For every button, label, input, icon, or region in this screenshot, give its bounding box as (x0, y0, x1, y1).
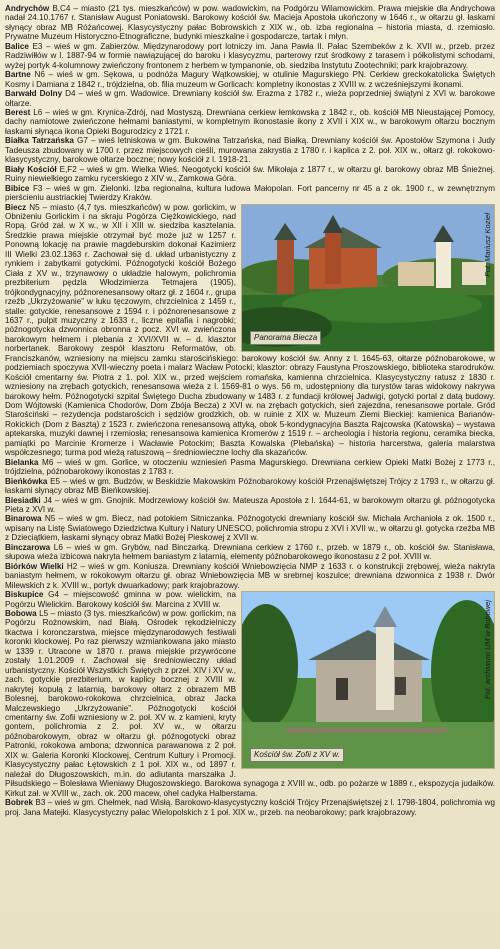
entry-text-biecz: N5 – miasto (4,7 tys. mieszkańców) w pow. gorlickim, w Obniżeniu Gorlickim i na skraju Pogórza Ciężkowickiego, nad Ropą. Gród zał. w X w., w XII i XIII w. siedziba kasztelania. Średzkie prawa miejskie otrzymał być może już w 1257 r. Ponowną lokację na prawie magdeburskim dokonał Kazimierz III Wielki 23.02.1363 r. Zachował się d. układ urbanistyczny z rynkiem i zabytkami gotyckimi. Późnogotycki kościół Bożego Ciała z XV w., trzynawowy o układzie halowym, polichromia prezbiterium pędzla Włodzimierza Tetmajera (1905), trójkondygnacyjny, późnorenesansowy ołtarz gł. z 1604 r., grupa rzeźb „Ukrzyżowanie” w łuku tęczowym, chrzcielnica z 1459 r., stalle: gotyckie, renesansowe z 1594 r. i późnorenesansowe z 1637 r., pulpit muzyczny z 1633 r., liczne epitafia i nagrobki; późnogotycka dzwonnica obronna z pocz. XVI w. zwieńczona barokowym hełmem i plebania z XVI/XVII w. – d. klasztor norbertanek. Barokowy zespół klasztoru Reformatów, ob. Franciszkanów, wzniesiony na miejscu zamku starościńskiego: barokowy kościół św. Anny z l. 1645-63, ołtarze późnobarokowe, w podziemiach spoczywa XVII-wieczny poeta i malarz Wacław Potocki; klasztor: obrazy Faustyna Proszowskiego, biblioteka starodruków. Kościół cmentarny św. Piotra z 1. poł. XIX w., przed wejściem romańska, kamienna chrzcielnica. Klasycystyczny ratusz z 1830 r. wzniesiony na zrębach gotyckich, renesansowa wieża z l. 1569-81 o wys. 56 m, udostępniony dla turystów taras widokowy nakrywa barokowy hełm. Późnogotycki szpital Świętego Ducha zbudowany w 1483 r. z fundacji królowej Jadwigi, gotycki portal z datą budowy. Dom Wójtowski (Kamienica Chodorów, Dom Zbója Becza) z XVI w. na zrębach gotyckich, sień zajezdna, renesansowe portale. Gród Starościński – rezydencja podstarościch i sędziów grodzkich, ob. w ruinie z XIX w. Muzeum Ziemi Bieckiej: kamienica Barianów-Rokickich (Dom z Basztą) z 1523 r. zwieńczona renesansową attyką, obok 5-kondygnacyjna Baszta Rajcowska (Katowska) – wystawa aptekarska, muzyki dawnej i rzemiosła; renesansowa kamienica Kromerów z 1519 r. – archeologia i historia regionu, ceramika biecka, pamiątki po Marcinie Kromerze i Wacławie Potockim; Baszta Kowalska (Plebańska) – historia harcerstwa, galeria malarstwa współczesnego; turma pod wieżą ratuszową – średniowieczne lochy dla skazańców. (5, 202, 495, 458)
entry-barwald-dolny (5, 89, 495, 108)
entry-text-binczarowa: L6 – wieś w gm. Grybów, nad Binczarką. Drewniana cerkiew z 1760 r., przeb. w 1879 r., ob. kościół św. Stanisława, słupowa wieża izbicowa nakryta hełmem baniastym z latarnią, elementy późnobarokowego ikonostasu z 2 poł. XVIII w. (5, 542, 495, 562)
bobowa-photo-credit: Fot. archiwum UM w Bobowej (483, 600, 492, 700)
entry-text-biskupice: G4 – miejscowość gminna w pow. wielickim, na Pogórzu Wielickim. Barokowy kościół św. Marcina z XVIII w. (5, 590, 236, 609)
entry-text-bobrek: B3 – wieś w gm. Chełmek, nad Wisłą. Barokowo-klasycystyczny kościół Trójcy Przenajświętszej z l. 1798-1804, polichromia wg proj. Jana Matejki. Klasycystyczny pałac Wielopolskich z 1 poł. XIX w., przeb. na neobarokowy; park krajobrazowy. (5, 798, 495, 817)
entry-text-bobowa: L5 – miasto (3 tys. mieszkańców) w pow. gorlickim, na Pogórzu Rożnowskim, nad Białą. Ośrodek rękodzielniczy tkactwa i koronczarstwa, miejsce międzynarodowych festiwali koronki klockowej. Po raz pierwszy wzmiankowana jako miasto w 1339 r. Utracone w 1870 r. prawa miejskie przywrócone zostały 1.01.2009 r. Zachował się średniowieczny układ urbanistyczny. Kościół Wszystkich Świętych z przeł. XIV i XV w., zach. gotyckie prezbiterium, w kaplicy bocznej z XVIII w. nakrytej kopułą z latarnią, barokowy ołtarz z obrazem MB Bolesnej, barokowo-rokokowa chrzcielnica, obraz Jacka Malczewskiego „Ukrzyżowanie”. Późnogotycki kościół cmentarny św. Zofii wzniesiony w 2. poł. XV w. z kamieni, kryty gontem, polichromia z 2. poł. XV w., w ołtarzu późnobarokowym, obraz w ołtarzu gł. późnogotycki obraz Patronki, rokokowa ambona; dzwonnica parawanowa z 2 poł. XIX w. Galeria Koronki Klockowej, Centrum Kultury i Promocji. Klasycystyczny pałac Łętowskich z 1 poł. XIX w., od 1897 r. należał do Długoszowskich, m.in. do adiutanta marszałka J. Piłsudskiego – Bolesława Wieniawy Długoszowskiego. Barokowa synagoga z XVIII w., odb. po pożarze w 1889 r., ekspozycja judaików. Kirkut zał. w XVIII w., zach. ok. 200 macew, ohel cadyka Halberstama. (5, 609, 495, 798)
entry-bielanka (5, 458, 495, 477)
entry-balice (5, 42, 495, 70)
entry-title-biorkow-wielki: Biórków Wielki (5, 561, 64, 571)
bobowa-photo-caption: Kościół św. Zofii z XV w. (250, 748, 344, 762)
entry-title-biesiadki: Biesiadki (5, 495, 41, 505)
entry-text-biesiadki: J4 – wieś w gm. Gnojnik. Modrzewiowy kościół św. Mateusza Apostoła z l. 1644-61, w barokowym ołtarzu gł. późnogotycka Pieta z XVI w. (5, 495, 495, 515)
entry-text-bibice: F3 – wieś w gm. Zielonki. Izba regionalna, kultura ludowa Małopolan. Fort pancerny nr 45 a z ok. 1900 r., w zewnętrznym pierścieniu austriackiej Twierdzy Kraków. (5, 183, 495, 203)
entry-text-bielanka: M6 – wieś w gm. Gorlice, w otoczeniu wzniesień Pasma Magurskiego. Drewniana cerkiew Opieki Matki Bożej z 1773 r., trójdzielna, późnobarokowy ikonostas z 1783 r. (5, 457, 495, 477)
entry-text-andrychow: B,C4 – miasto (21 tys. mieszkańców) w pow. wadowickim, na Podgórzu Wilamowickim. Prawa miejskie dla Andrychowa nadał 24.10.1767 r. Stanisław August Poniatowski. Barokowy kościół św. Macieja Apostoła ukończony w 1646 r., w ołtarzu gł. łaskami słynący obraz MB Różańcowej. Klasycystyczny pałac Bobrowskich z XIX w., ob. izba regionalna – historia miasta, d. rzemiosło. Prywatne Muzeum Historyczno-Etnograficzne, budynki mieszkalne i gospodarcze, tartak i młyn. (5, 4, 495, 42)
biecz-photo-credit: Fot. Mariusz Kozieł (483, 212, 492, 277)
entry-text-barwald-dolny: D4 – wieś w gm. Wadowice. Drewniany kościół św. Erazma z 1782 r., wieża poprzedniej świątyni z XVI w. barokowe ołtarze. (5, 89, 495, 108)
bobowa-church-illustration (242, 592, 494, 768)
entry-title-binarowa: Binarowa (5, 514, 42, 524)
entry-title-bialka-tatrzanska: Białka Tatrzańska (5, 136, 74, 146)
entry-title-biskupice: Biskupice (5, 590, 44, 600)
entry-title-biecz: Biecz (5, 202, 27, 212)
entry-berest (5, 108, 495, 136)
entry-text-bialka-tatrzanska: G7 – wieś letniskowa w gm. Bukowina Tatrzańska, nad Białką. Drewniany kościół św. Apostołów Szymona i Judy Tadeusza zbudowany w 1700 r. przez miejscowych cieśli, murowana zakrystia z 1780 r. i kaplica z 2. poł. XIX w., ołtarz gł. rokokowo-klasycystyczny, barokowe ołtarze boczne; nowy kościół z l. 1918-21. (5, 136, 495, 165)
biecz-panorama-illustration (242, 205, 494, 351)
entry-biesiadki (5, 496, 495, 515)
entry-title-balice: Balice (5, 41, 29, 51)
entry-bobrek (5, 798, 495, 817)
entry-bienkowka (5, 477, 495, 496)
entry-title-barwald-dolny: Barwałd Dolny (5, 89, 63, 99)
entry-title-bienkowka: Bieńkówka (5, 476, 48, 486)
entry-title-bobowa: Bobowa (5, 609, 37, 618)
entry-text-berest: L6 – wieś w gm. Krynica-Zdrój, nad Mostyszą. Drewniana cerkiew łemkowska z 1842 r., ob. kościół MB Nieustającej Pomocy, dachy namiotowe zwieńczone hełmami baniastymi, w kompletnym ikonostasie ikony z XVII i XIX w., w barokowym ołtarzu bocznym łaskami słynąca ikona Opieki Bogurodzicy z 1721 r. (5, 107, 495, 136)
entry-text-bienkowka: E5 – wieś w gm. Budzów, w Beskidzie Makowskim Późnobarokowy kościół Przenajświętszej Trójcy z 1793 r., w ołtarzu gł. łaskami słynący obraz MB Bieńkowskiej. (5, 476, 495, 496)
entry-title-bobrek: Bobrek (5, 798, 33, 808)
biecz-panorama-photo (241, 204, 495, 352)
entry-binczarowa (5, 543, 495, 562)
entry-title-berest: Berest (5, 107, 31, 117)
entry-biorkow-wielki (5, 562, 495, 590)
entry-binarowa (5, 514, 495, 542)
entry-bialy-kosciol (5, 165, 495, 184)
entry-text-binarowa: N5 – wieś w gm. Biecz, nad potokiem Sitniczanka. Późnogotycki drewniany kościół św. Michała Archanioła z ok. 1500 r., wpisany na Listę Światowego Dziedzictwa Kultury i Natury UNESCO, polichromia stropu z XVI i XVII w., w ołtarzu gł. gotycka rzeźba MB z Dzieciątkiem, łaskami słynący obraz Matki Bożej Pieskowej z XVII w. (5, 514, 496, 543)
bobowa-church-photo (241, 591, 495, 769)
entry-title-bielanka: Bielanka (5, 457, 39, 467)
biecz-photo-caption: Panorama Biecza (250, 331, 321, 345)
entry-andrychow (5, 4, 495, 42)
entry-text-bialy-kosciol: E,F2 – wieś w gm. Wielka Wieś. Neogotycki kościół św. Mikołaja z 1877 r., w ołtarzu gł. barokowy obraz MB Śnieżnej. Ruiny niewielkiego zamku rycerskiego z XIV w., Zamkowa Góra. (5, 164, 495, 184)
entry-bartne (5, 70, 495, 89)
gazetteer-text-column (5, 4, 495, 817)
entry-title-andrychow: Andrychów (5, 4, 50, 13)
entry-text-balice: E3 – wieś w gm. Zabierzów. Międzynarodowy port lotniczy im. Jana Pawła II. Pałac Szembeków z k. XVII w., przeb. przez Radziwiłłów w l. 1887-94 w formie nawiązującej do baroku i klasycyzmu, parterowy rzut środkowy z tarasem i półkolistymi schodami, wyżej portyk 4-kolumnowy zwieńczony frontonem z herbem w tympanonie, ob. siedziba Instytutu Zootechniki; park krajobrazowy. (5, 41, 495, 70)
entry-title-binczarowa: Binczarowa (5, 542, 51, 552)
entry-bibice (5, 184, 495, 203)
entry-title-bibice: Bibice (5, 183, 30, 193)
entry-bialka-tatrzanska (5, 136, 495, 164)
entry-title-bialy-kosciol: Biały Kościół (5, 164, 57, 174)
entry-text-bartne: N6 – wieś w gm. Sękowa, u podnóża Magury Wątkowskiej, w otulinie Magurskiego PN. Cerkiew greckokatolicka Świętych Kosmy i Damiana z 1842 r., trójdzielna, ob. filia muzeum w Gorlicach: kompletny ikonostas z XVIII w. z wcześniejszymi ikonami. (5, 70, 495, 89)
entry-text-biorkow-wielki: H2 – wieś w gm. Koniusza. Drewniany kościół Wniebowzięcia NMP z 1633 r. o konstrukcji zrębowej, wieża nakryta baniastym hełmem, w rokokowym ołtarzu gł. obraz Wniebowzięcia MB w srebrnej koszulce; drewniana dzwonnica z 1938 r. Dwór Milewskich z k. XVIII w., portyk dwuarkadowy; park krajobrazowy. (5, 561, 496, 590)
entry-title-bartne: Bartne (5, 70, 31, 80)
